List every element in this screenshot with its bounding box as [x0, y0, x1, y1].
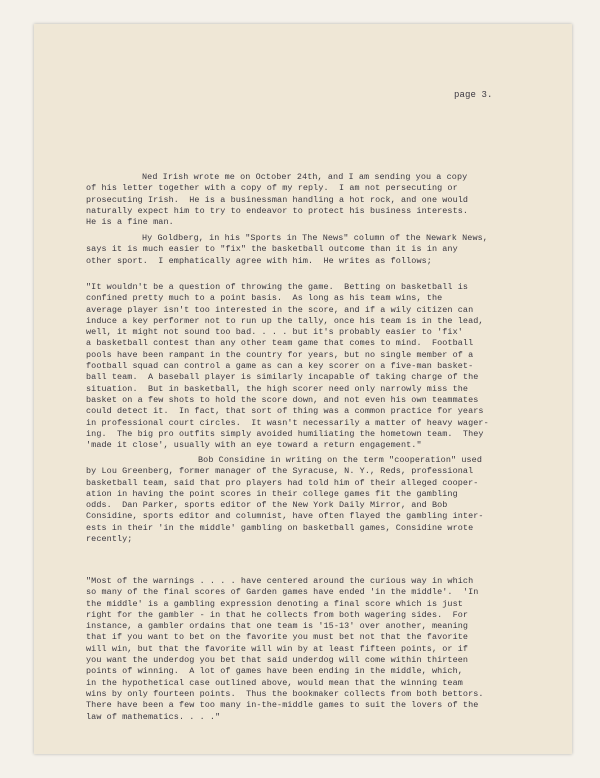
text-line: wins by only fourteen points. Thus the bookmaker collects from both bettors.	[86, 688, 484, 699]
text-line: He is a fine man.	[86, 217, 174, 228]
text-line: you want the underdog you bet that said underdog will come within thirteen	[86, 655, 469, 666]
paragraph-considine	[86, 455, 484, 545]
text-line: recently;	[86, 534, 133, 545]
text-line: prosecuting Irish. He is a businessman handling a hot rock, and one would	[86, 194, 469, 205]
text-line: so many of the final scores of Garden games have ended 'in the middle'. 'In	[86, 587, 479, 598]
text-line: could detect it. In fact, that sort of thing was a common practice for years	[86, 406, 484, 417]
text-line: confined pretty much to a point basis. As long as his team wins, the	[86, 293, 443, 304]
paragraph-irish	[86, 172, 468, 228]
text-line: points of winning. A lot of games have been ending in the middle, which,	[86, 666, 463, 677]
text-line: pools have been rampant in the country for years, but no single member of a	[86, 349, 474, 360]
text-line: says it is much easier to "fix" the basketball outcome than it is in any	[86, 244, 458, 255]
text-line: in professional court circles. It wasn't necessarily a matter of heavy wager-	[86, 417, 489, 428]
text-line: naturally expect him to try to endeavor to protect his business interests.	[86, 205, 469, 216]
text-line: basket on a few shots to hold the score down, and not even his own teammates	[86, 394, 479, 405]
quote-goldberg	[86, 282, 489, 451]
text-line: induce a key performer not to run up the tally, once his team is in the lead,	[86, 315, 484, 326]
text-line: Considine, sports editor and columnist, have often flayed the gambling inter-	[86, 511, 484, 522]
document-page	[34, 24, 572, 754]
text-line: other sport. I emphatically agree with him. He writes as follows;	[86, 255, 432, 266]
text-line: the middle' is a gambling expression denoting a final score which is just	[86, 598, 463, 609]
text-line: instance, a gambler ordains that one team is '15-13' over another, meaning	[86, 621, 469, 632]
text-line: well, it might not sound too bad. . . . but it's probably easier to 'fix'	[86, 327, 463, 338]
text-line: 'made it close', usually with an eye toward a return engagement."	[86, 440, 422, 451]
text-line: law of mathematics. . . ."	[86, 711, 221, 722]
text-line: "It wouldn't be a question of throwing the game. Betting on basketball is	[86, 282, 469, 292]
text-line: situation. But in basketball, the high scorer need only narrowly miss the	[86, 383, 469, 394]
text-line: average player isn't too interested in the score, and if a wily citizen can	[86, 304, 474, 315]
text-line: that if you want to bet on the favorite you must bet not that the favorite	[86, 632, 469, 643]
text-line: ing. The big pro outfits simply avoided humiliating the hometown team. They	[86, 428, 484, 439]
text-line: by Lou Greenberg, former manager of the Syracuse, N. Y., Reds, professional	[86, 466, 474, 477]
text-line: "Most of the warnings . . . . have centered around the curious way in which	[86, 576, 474, 586]
text-line: Bob Considine in writing on the term "cooperation" used	[198, 455, 482, 465]
text-line: ation in having the point scores in their college games fit the gambling	[86, 488, 458, 499]
text-line: Hy Goldberg, in his "Sports in The News" column of the Newark News,	[142, 233, 488, 243]
page-number: page 3.	[454, 90, 493, 100]
paragraph-goldberg	[86, 233, 488, 267]
text-line: right for the gambler - in that he collects from both wagering sides. For	[86, 609, 469, 620]
text-line: football squad can control a game as can a key scorer on a five-man basket-	[86, 361, 474, 372]
quote-considine	[86, 576, 484, 723]
text-line: basketball team, said that pro players had told him of their alleged cooper-	[86, 477, 479, 488]
text-line: of his letter together with a copy of my reply. I am not persecuting or	[86, 183, 458, 194]
text-line: Ned Irish wrote me on October 24th, and I am sending you a copy	[142, 172, 468, 182]
text-line: There have been a few too many in-the-middle games to suit the lovers of the	[86, 700, 479, 711]
text-line: a basketball contest than any other team game that comes to mind. Football	[86, 338, 474, 349]
text-line: ests in their 'in the middle' gambling on basketball games, Considine wrote	[86, 522, 474, 533]
text-line: ball team. A baseball player is similarly incapable of taking charge of the	[86, 372, 479, 383]
text-line: in the hypothetical case outlined above, would mean that the winning team	[86, 677, 463, 688]
text-line: will win, but that the favorite will win by at least fifteen points, or if	[86, 643, 469, 654]
text-line: odds. Dan Parker, sports editor of the New York Daily Mirror, and Bob	[86, 500, 448, 511]
